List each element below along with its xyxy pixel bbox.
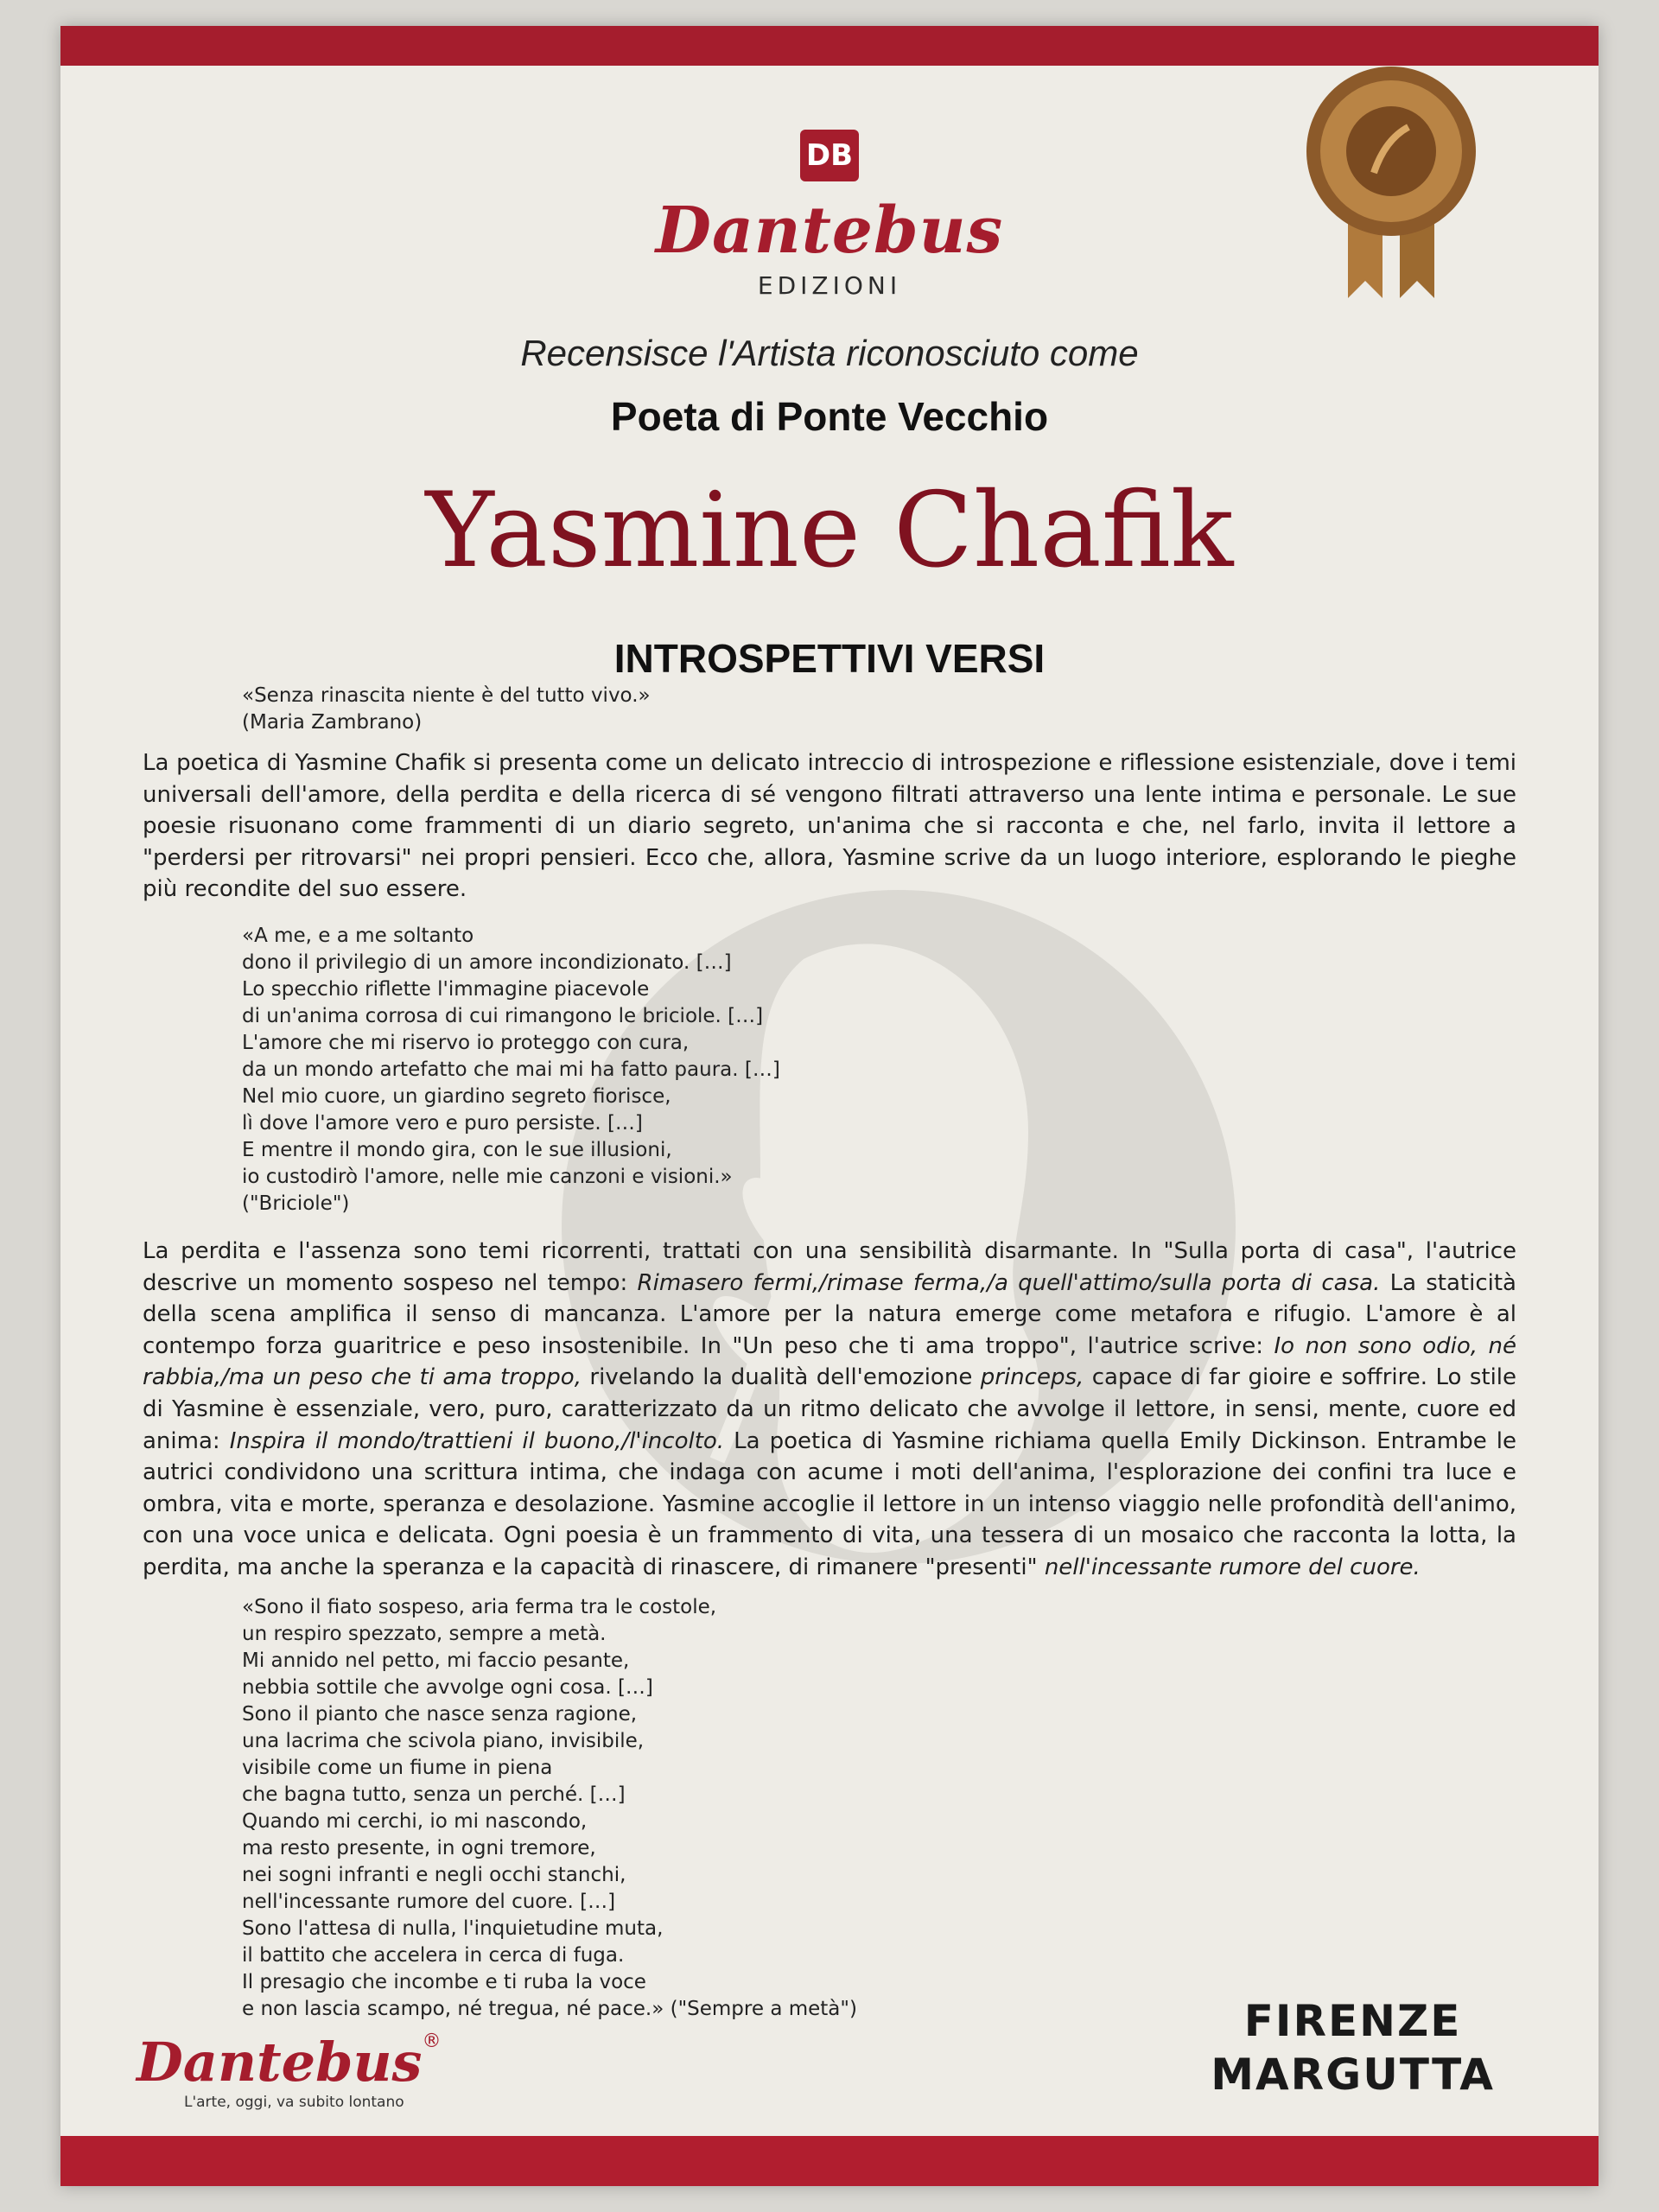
quote-sempre-a-meta-line: e non lascia scampo, né tregua, né pace.» ("Sempre a metà") xyxy=(242,1998,857,2020)
paragraph-text: capace di far gioire e soffrire. Lo stile di Yasmine è essenziale, vero, puro, caratterizzato da un ritmo delicato che avvolge il lettore, in sensi, mente, cuore ed anima: xyxy=(143,1364,1517,1454)
quote-sempre-a-meta-line: Sono l'attesa di nulla, l'inquietudine muta, xyxy=(242,1917,664,1940)
award-title: Poeta di Ponte Vecchio xyxy=(610,394,1049,439)
margutta-label: MARGUTTA xyxy=(1211,2050,1495,2100)
quote-briciole-line: dono il privilegio di un amore incondizionato. […] xyxy=(242,951,732,974)
quote-briciole-line: Lo specchio riflette l'immagine piacevole xyxy=(242,978,650,1001)
review-title: INTROSPETTIVI VERSI xyxy=(613,636,1046,681)
quote-sempre-a-meta-line: una lacrima che scivola piano, invisibile, xyxy=(242,1730,645,1752)
footer-brand-mark: ® xyxy=(422,2031,442,2052)
italic-citation: Rimasero fermi,/rimase ferma,/a quell'attimo/sulla porta di casa. xyxy=(637,1269,1381,1296)
paragraph-text: rivelando la dualità dell'emozione xyxy=(581,1364,981,1391)
epigraph-text: «Senza rinascita niente è del tutto vivo.» xyxy=(242,684,651,707)
quote-briciole-line: io custodirò l'amore, nelle mie canzoni e visioni.» xyxy=(242,1166,733,1188)
quote-sempre-a-meta-line: nebbia sottile che avvolge ogni cosa. […] xyxy=(242,1676,653,1699)
quote-sempre-a-meta-line: Sono il pianto che nasce senza ragione, xyxy=(242,1703,638,1726)
quote-sempre-a-meta-line: un respiro spezzato, sempre a metà. xyxy=(242,1623,607,1645)
quote-sempre-a-meta-line: Quando mi cerchi, io mi nascondo, xyxy=(242,1810,588,1833)
quote-sempre-a-meta xyxy=(242,1594,857,2023)
artist-name: Yasmine Chafik xyxy=(425,471,1234,591)
quote-briciole-line: «A me, e a me soltanto xyxy=(242,925,474,947)
quote-sempre-a-meta-line: il battito che accelera in cerca di fuga. xyxy=(242,1944,625,1967)
recensisce-line: Recensisce l'Artista riconosciuto come xyxy=(520,333,1139,373)
italic-citation: Inspira il mondo/trattieni il buono,/l'incolto. xyxy=(229,1427,725,1454)
firenze-label: FIRENZE xyxy=(1243,1996,1462,2046)
quote-briciole-line: da un mondo artefatto che mai mi ha fatto paura. […] xyxy=(242,1058,780,1081)
quote-sempre-a-meta-line: Il presagio che incombe e ti ruba la voce xyxy=(242,1971,646,1993)
epigraph xyxy=(242,683,651,736)
quote-briciole-line: L'amore che mi riservo io proteggo con cura, xyxy=(242,1032,690,1054)
quote-sempre-a-meta-line: nei sogni infranti e negli occhi stanchi, xyxy=(242,1864,626,1886)
quote-sempre-a-meta-line: che bagna tutto, senza un perché. […] xyxy=(242,1783,626,1806)
paragraph-analysis xyxy=(143,1236,1516,1584)
footer-tagline: L'arte, oggi, va subito lontano xyxy=(184,2094,404,2111)
bottom-red-band xyxy=(60,2136,1599,2186)
quote-sempre-a-meta-line: visibile come un fiume in piena xyxy=(242,1757,553,1779)
footer-brand xyxy=(137,2031,441,2111)
paragraph-text: La perdita e l'assenza sono temi ricorrenti, trattati con una sensibilità disarmante. In "Sulla porta di casa", l'autrice descrive un momento sospeso nel tempo: xyxy=(143,1238,1516,1296)
certificate-page xyxy=(60,26,1599,2186)
footer-brand-name: Dantebus xyxy=(137,2031,423,2094)
paragraph-intro: La poetica di Yasmine Chafik si presenta come un delicato intreccio di introspezione e riflessione esistenziale, dove i temi universali dell'amore, della perdita e della ricerca di sé vengono filtrati attraverso una lente intima e personale. Le sue poesie risuonano come frammenti di un diario segreto, un'anima che si racconta e che, nel farlo, invita il lettore a "perdersi per ritrovarsi" nei propri pensieri. Ecco che, allora, Yasmine scrive da un luogo interiore, esplorando le pieghe più recondite del suo essere. xyxy=(143,750,1516,903)
quote-briciole-line: lì dove l'amore vero e puro persiste. […] xyxy=(242,1112,643,1135)
quote-sempre-a-meta-line: Mi annido nel petto, mi faccio pesante, xyxy=(242,1649,630,1672)
quote-briciole-line: di un'anima corrosa di cui rimangono le briciole. […] xyxy=(242,1005,764,1027)
quote-sempre-a-meta-line: ma resto presente, in ogni tremore, xyxy=(242,1837,596,1859)
top-red-band xyxy=(60,26,1599,66)
paragraph-text: La staticità della scena amplifica il senso di mancanza. L'amore per la natura emerge come metafora e rifugio. L'amore è al contempo forza guaritrice e peso insostenibile. In "Un peso che ti ama troppo", l'autrice scrive: xyxy=(143,1269,1516,1359)
quote-briciole-line: E mentre il mondo gira, con le sue illusioni, xyxy=(242,1139,672,1161)
epigraph-source: (Maria Zambrano) xyxy=(242,711,423,734)
quote-sempre-a-meta-line: nell'incessante rumore del cuore. […] xyxy=(242,1891,616,1913)
publisher-subbrand: EDIZIONI xyxy=(757,271,902,300)
italic-citation: nell'incessante rumore del cuore. xyxy=(1044,1554,1421,1580)
quote-briciole-line: Nel mio cuore, un giardino segreto fiorisce, xyxy=(242,1085,671,1108)
db-logo-icon: DB xyxy=(800,130,859,181)
publisher-brand: Dantebus xyxy=(655,194,1004,268)
quote-briciole-line: ("Briciole") xyxy=(242,1192,350,1215)
italic-citation: princeps, xyxy=(980,1364,1084,1391)
quote-sempre-a-meta-line: «Sono il fiato sospeso, aria ferma tra le costole, xyxy=(242,1596,717,1618)
publisher-header xyxy=(60,130,1599,300)
italic-citation: Io non sono odio, né rabbia,/ma un peso che ti ama troppo, xyxy=(143,1332,1516,1391)
firenze-margutta-logo xyxy=(1211,1994,1495,2101)
quote-briciole xyxy=(242,923,780,1217)
paragraph-text: La poetica di Yasmine richiama quella Emily Dickinson. Entrambe le autrici condividono una scrittura intima, che indaga con acume i moti dell'anima, l'esplorazione dei confini tra luce e ombra, vita e morte, speranza e desolazione. Yasmine accoglie il lettore in un intenso viaggio nelle profondità dell'animo, con una voce unica e delicata. Ogni poesia è un frammento di vita, una tessera di un mosaico che racconta la lotta, la perdita, ma anche la speranza e la capacità di rinascere, di rimanere "presenti" xyxy=(143,1427,1517,1580)
